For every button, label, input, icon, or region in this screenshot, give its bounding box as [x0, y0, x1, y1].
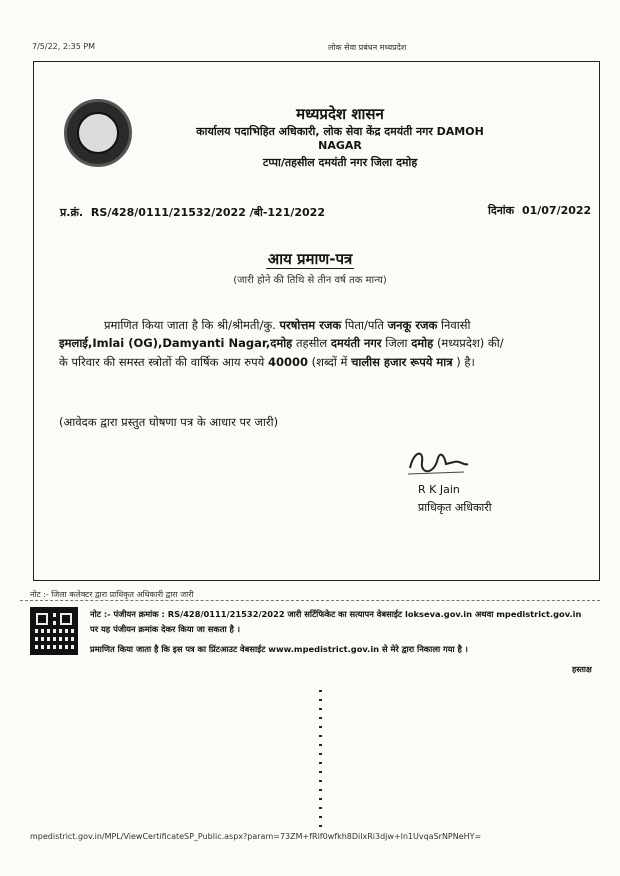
body-line-1: प्रमाणित किया जाता है कि श्री/श्रीमती/कु. परषोत्तम रजक पिता/पति जनकू रजक निवासी	[104, 318, 471, 332]
qr-code-icon	[30, 607, 78, 655]
govt-heading: मध्यप्रदेश शासन	[296, 105, 384, 123]
issue-date	[488, 203, 591, 218]
district: दमोह	[411, 336, 434, 350]
reference-value: RS/428/0111/21532/2022 /बी-121/2022	[90, 206, 325, 219]
footer-note-top: नोट :- जिला कलेक्टर द्वारा प्राधिकृत अधिकारी द्वारा जारी	[30, 590, 194, 599]
scan-artifact	[319, 690, 322, 830]
issue-basis: (आवेदक द्वारा प्रस्तुत घोषणा पत्र के आधार पर जारी)	[59, 415, 279, 429]
office-line-3: टप्पा/तहसील दमयंती नगर जिला दमोह	[262, 156, 418, 169]
office-line-1: कार्यालय पदाभिहित अधिकारी, लोक सेवा केंद्र दमयंती नगर DAMOH	[196, 125, 484, 138]
signatory-designation: प्राधिकृत अधिकारी	[418, 501, 492, 514]
income-amount-words: चालीस हजार रूपये मात्र	[351, 355, 453, 369]
office-line-2: NAGAR	[318, 139, 362, 152]
divider	[20, 600, 600, 601]
date-label: दिनांक	[488, 204, 515, 217]
page-url: mpedistrict.gov.in/MPL/ViewCertificateSP_Public.aspx?param=73ZM+fRif0wfkh8DilxRi3djw+ln1UvqaSrNPNeHY=	[30, 832, 482, 841]
date-value: 01/07/2022	[521, 204, 592, 217]
body-line-3: के परिवार की समस्त स्त्रोतों की वार्षिक आय रुपये 40000 (शब्दों में चालीस हजार रूपये मात्र ) है।	[59, 355, 475, 369]
address: इमलाई,Imlai (OG),Damyanti Nagar,दमोह	[59, 336, 293, 350]
applicant-name: परषोत्तम रजक	[279, 318, 342, 332]
verification-note-1: नोट :- पंजीयन क्रमांक : RS/428/0111/21532/2022 जारी सर्टिफिकेट का सत्यापन वेबसाईट lokseva.gov.in अथवा mpedistrict.gov.in	[90, 609, 582, 619]
print-timestamp: 7/5/22, 2:35 PM	[32, 42, 96, 51]
verification-note-2: पर यह पंजीयन क्रमांक देकर किया जा सकता है ।	[90, 624, 240, 634]
validity-note: (जारी होने की तिथि से तीन वर्ष तक मान्य)	[233, 275, 387, 286]
signatory-name: R K Jain	[418, 483, 460, 496]
printout-note: प्रमाणित किया जाता है कि इस पत्र का प्रिंटआउट वेबसाईट www.mpedistrict.gov.in से मेरे द्वारा निकाला गया है ।	[90, 644, 468, 654]
income-amount: 40000	[268, 355, 309, 369]
certificate-title: आय प्रमाण-पत्र	[267, 250, 353, 268]
govt-seal-icon	[64, 99, 132, 167]
signature-image	[404, 446, 474, 480]
print-site-title: लोक सेवा प्रबंधन मध्यप्रदेश	[328, 43, 407, 52]
signature-label: हस्ताक्ष	[572, 665, 592, 674]
father-name: जनकू रजक	[387, 318, 438, 332]
body-line-2: इमलाई,Imlai (OG),Damyanti Nagar,दमोह तहसील दमयंती नगर जिला दमोह (मध्यप्रदेश) की/	[59, 336, 504, 350]
reference-label: प्र.क्रं.	[60, 206, 84, 219]
reference-number	[60, 205, 325, 220]
tehsil: दमयंती नगर	[330, 336, 382, 350]
